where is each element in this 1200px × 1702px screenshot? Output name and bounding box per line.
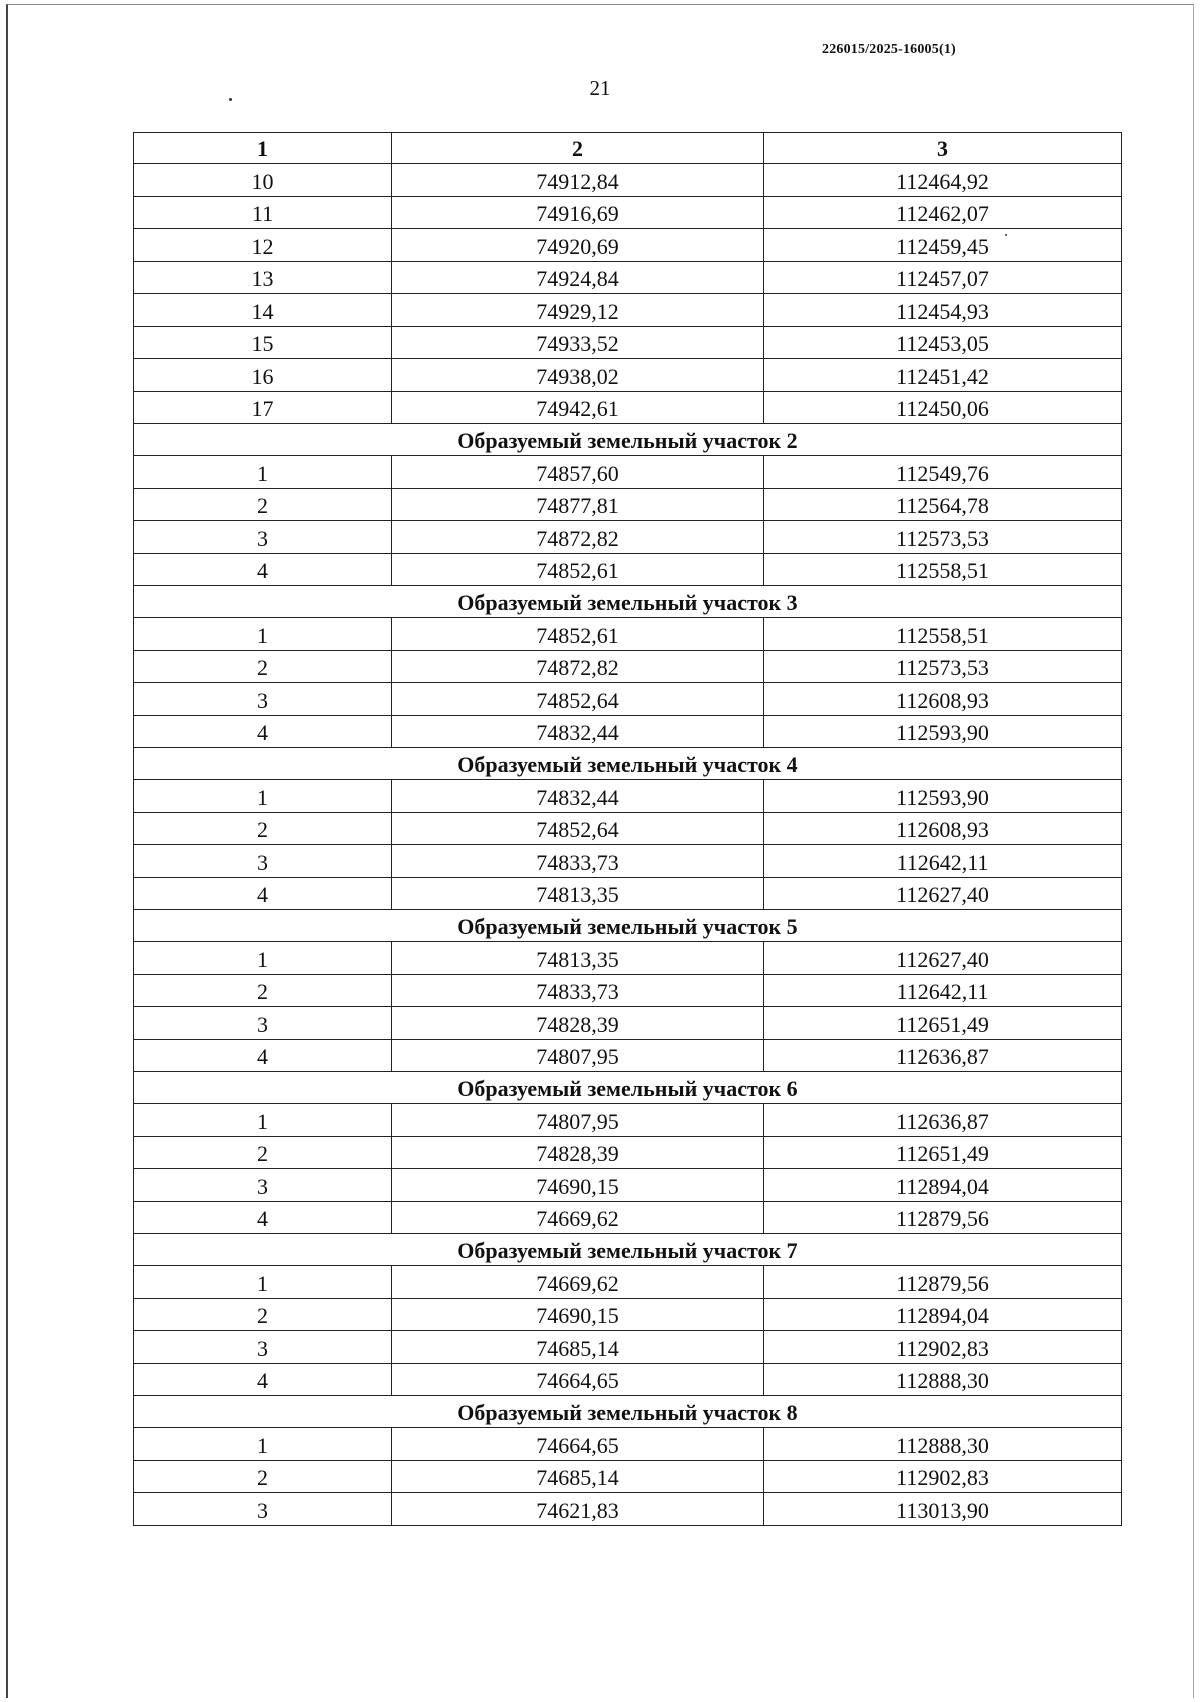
point-number-cell: 3 bbox=[134, 1493, 392, 1526]
point-number-cell: 16 bbox=[134, 359, 392, 392]
point-number-cell: 1 bbox=[134, 618, 392, 651]
x-coordinate-cell: 74942,61 bbox=[392, 391, 764, 424]
y-coordinate-cell: 112450,06 bbox=[764, 391, 1122, 424]
x-coordinate-cell: 74929,12 bbox=[392, 294, 764, 327]
y-coordinate-cell: 112888,30 bbox=[764, 1363, 1122, 1396]
y-coordinate-cell: 112894,04 bbox=[764, 1169, 1122, 1202]
x-coordinate-cell: 74690,15 bbox=[392, 1298, 764, 1331]
y-coordinate-cell: 112453,05 bbox=[764, 326, 1122, 359]
y-coordinate-cell: 112888,30 bbox=[764, 1428, 1122, 1461]
table-row bbox=[134, 1428, 1122, 1461]
y-coordinate-cell: 112454,93 bbox=[764, 294, 1122, 327]
y-coordinate-cell: 112627,40 bbox=[764, 877, 1122, 910]
point-number-cell: 3 bbox=[134, 521, 392, 554]
y-coordinate-cell: 112558,51 bbox=[764, 553, 1122, 586]
y-coordinate-cell: 112902,83 bbox=[764, 1331, 1122, 1364]
x-coordinate-cell: 74852,64 bbox=[392, 812, 764, 845]
table-row bbox=[134, 196, 1122, 229]
x-coordinate-cell: 74832,44 bbox=[392, 715, 764, 748]
point-number-cell: 1 bbox=[134, 456, 392, 489]
point-number-cell: 17 bbox=[134, 391, 392, 424]
y-coordinate-cell: 112573,53 bbox=[764, 521, 1122, 554]
section-header-row bbox=[134, 586, 1122, 618]
table-row bbox=[134, 650, 1122, 683]
x-coordinate-cell: 74828,39 bbox=[392, 1007, 764, 1040]
table-row bbox=[134, 488, 1122, 521]
point-number-cell: 3 bbox=[134, 683, 392, 716]
section-title: Образуемый земельный участок 2 bbox=[134, 424, 1122, 456]
point-number-cell: 12 bbox=[134, 229, 392, 262]
section-header-row bbox=[134, 1072, 1122, 1104]
table-row bbox=[134, 1331, 1122, 1364]
point-number-cell: 4 bbox=[134, 1201, 392, 1234]
y-coordinate-cell: 112879,56 bbox=[764, 1201, 1122, 1234]
x-coordinate-cell: 74690,15 bbox=[392, 1169, 764, 1202]
y-coordinate-cell: 112642,11 bbox=[764, 974, 1122, 1007]
point-number-cell: 1 bbox=[134, 780, 392, 813]
section-title: Образуемый земельный участок 4 bbox=[134, 748, 1122, 780]
x-coordinate-cell: 74938,02 bbox=[392, 359, 764, 392]
x-coordinate-cell: 74669,62 bbox=[392, 1201, 764, 1234]
x-coordinate-cell: 74857,60 bbox=[392, 456, 764, 489]
x-coordinate-cell: 74813,35 bbox=[392, 942, 764, 975]
point-number-cell: 3 bbox=[134, 845, 392, 878]
document-number: 226015/2025-16005(1) bbox=[822, 42, 956, 57]
point-number-cell: 2 bbox=[134, 1136, 392, 1169]
y-coordinate-cell: 112558,51 bbox=[764, 618, 1122, 651]
section-header-row bbox=[134, 910, 1122, 942]
table-row bbox=[134, 683, 1122, 716]
point-number-cell: 2 bbox=[134, 1460, 392, 1493]
y-coordinate-cell: 112651,49 bbox=[764, 1007, 1122, 1040]
table-row bbox=[134, 877, 1122, 910]
table-row bbox=[134, 391, 1122, 424]
point-number-cell: 3 bbox=[134, 1331, 392, 1364]
x-coordinate-cell: 74852,64 bbox=[392, 683, 764, 716]
point-number-cell: 2 bbox=[134, 650, 392, 683]
section-header-row bbox=[134, 1396, 1122, 1428]
point-number-cell: 4 bbox=[134, 877, 392, 910]
header-cell-x: 2 bbox=[392, 133, 764, 164]
x-coordinate-cell: 74669,62 bbox=[392, 1266, 764, 1299]
point-number-cell: 1 bbox=[134, 1428, 392, 1461]
x-coordinate-cell: 74920,69 bbox=[392, 229, 764, 262]
section-header-row bbox=[134, 1234, 1122, 1266]
table-row bbox=[134, 1363, 1122, 1396]
point-number-cell: 1 bbox=[134, 942, 392, 975]
y-coordinate-cell: 112457,07 bbox=[764, 261, 1122, 294]
x-coordinate-cell: 74912,84 bbox=[392, 164, 764, 197]
section-title: Образуемый земельный участок 6 bbox=[134, 1072, 1122, 1104]
table-row bbox=[134, 1169, 1122, 1202]
point-number-cell: 10 bbox=[134, 164, 392, 197]
table-row bbox=[134, 1298, 1122, 1331]
coordinates-table bbox=[133, 132, 1122, 1526]
table-row bbox=[134, 456, 1122, 489]
table-header-row bbox=[134, 133, 1122, 164]
table-row bbox=[134, 780, 1122, 813]
page-number: 21 bbox=[589, 76, 611, 100]
table-row bbox=[134, 521, 1122, 554]
x-coordinate-cell: 74807,95 bbox=[392, 1039, 764, 1072]
point-number-cell: 14 bbox=[134, 294, 392, 327]
y-coordinate-cell: 112608,93 bbox=[764, 812, 1122, 845]
x-coordinate-cell: 74685,14 bbox=[392, 1460, 764, 1493]
table-row bbox=[134, 359, 1122, 392]
y-coordinate-cell: 112549,76 bbox=[764, 456, 1122, 489]
x-coordinate-cell: 74872,82 bbox=[392, 521, 764, 554]
point-number-cell: 2 bbox=[134, 812, 392, 845]
y-coordinate-cell: 112902,83 bbox=[764, 1460, 1122, 1493]
table-row bbox=[134, 1460, 1122, 1493]
x-coordinate-cell: 74813,35 bbox=[392, 877, 764, 910]
x-coordinate-cell: 74621,83 bbox=[392, 1493, 764, 1526]
point-number-cell: 4 bbox=[134, 715, 392, 748]
y-coordinate-cell: 112627,40 bbox=[764, 942, 1122, 975]
table-row bbox=[134, 715, 1122, 748]
table-row bbox=[134, 618, 1122, 651]
x-coordinate-cell: 74916,69 bbox=[392, 196, 764, 229]
table-row bbox=[134, 1104, 1122, 1137]
table-row bbox=[134, 1266, 1122, 1299]
point-number-cell: 2 bbox=[134, 974, 392, 1007]
y-coordinate-cell: 112564,78 bbox=[764, 488, 1122, 521]
y-coordinate-cell: 112636,87 bbox=[764, 1104, 1122, 1137]
x-coordinate-cell: 74924,84 bbox=[392, 261, 764, 294]
x-coordinate-cell: 74852,61 bbox=[392, 553, 764, 586]
point-number-cell: 2 bbox=[134, 1298, 392, 1331]
section-header-row bbox=[134, 424, 1122, 456]
point-number-cell: 15 bbox=[134, 326, 392, 359]
point-number-cell: 4 bbox=[134, 1039, 392, 1072]
table-row bbox=[134, 942, 1122, 975]
point-number-cell: 1 bbox=[134, 1104, 392, 1137]
table-row bbox=[134, 845, 1122, 878]
table-row bbox=[134, 164, 1122, 197]
scan-speck bbox=[229, 98, 232, 101]
table-row bbox=[134, 326, 1122, 359]
point-number-cell: 2 bbox=[134, 488, 392, 521]
x-coordinate-cell: 74933,52 bbox=[392, 326, 764, 359]
x-coordinate-cell: 74807,95 bbox=[392, 1104, 764, 1137]
table-row bbox=[134, 553, 1122, 586]
x-coordinate-cell: 74852,61 bbox=[392, 618, 764, 651]
table-row bbox=[134, 294, 1122, 327]
header-cell-point: 1 bbox=[134, 133, 392, 164]
point-number-cell: 3 bbox=[134, 1169, 392, 1202]
y-coordinate-cell: 112593,90 bbox=[764, 780, 1122, 813]
section-title: Образуемый земельный участок 8 bbox=[134, 1396, 1122, 1428]
y-coordinate-cell: 112636,87 bbox=[764, 1039, 1122, 1072]
point-number-cell: 13 bbox=[134, 261, 392, 294]
point-number-cell: 1 bbox=[134, 1266, 392, 1299]
y-coordinate-cell: 113013,90 bbox=[764, 1493, 1122, 1526]
table-row bbox=[134, 812, 1122, 845]
table-row bbox=[134, 1007, 1122, 1040]
x-coordinate-cell: 74685,14 bbox=[392, 1331, 764, 1364]
y-coordinate-cell: 112464,92 bbox=[764, 164, 1122, 197]
point-number-cell: 4 bbox=[134, 1363, 392, 1396]
y-coordinate-cell: 112462,07 bbox=[764, 196, 1122, 229]
y-coordinate-cell: 112608,93 bbox=[764, 683, 1122, 716]
table-row bbox=[134, 974, 1122, 1007]
x-coordinate-cell: 74664,65 bbox=[392, 1363, 764, 1396]
point-number-cell: 4 bbox=[134, 553, 392, 586]
x-coordinate-cell: 74832,44 bbox=[392, 780, 764, 813]
y-coordinate-cell: 112573,53 bbox=[764, 650, 1122, 683]
y-coordinate-cell: 112894,04 bbox=[764, 1298, 1122, 1331]
y-coordinate-cell: 112459,45 bbox=[764, 229, 1122, 262]
y-coordinate-cell: 112879,56 bbox=[764, 1266, 1122, 1299]
table-row bbox=[134, 1493, 1122, 1526]
table-row bbox=[134, 1201, 1122, 1234]
x-coordinate-cell: 74664,65 bbox=[392, 1428, 764, 1461]
x-coordinate-cell: 74833,73 bbox=[392, 845, 764, 878]
point-number-cell: 3 bbox=[134, 1007, 392, 1040]
point-number-cell: 11 bbox=[134, 196, 392, 229]
y-coordinate-cell: 112642,11 bbox=[764, 845, 1122, 878]
y-coordinate-cell: 112593,90 bbox=[764, 715, 1122, 748]
y-coordinate-cell: 112451,42 bbox=[764, 359, 1122, 392]
table-row bbox=[134, 261, 1122, 294]
table-row bbox=[134, 1136, 1122, 1169]
section-title: Образуемый земельный участок 7 bbox=[134, 1234, 1122, 1266]
table-row bbox=[134, 229, 1122, 262]
section-title: Образуемый земельный участок 5 bbox=[134, 910, 1122, 942]
table-row bbox=[134, 1039, 1122, 1072]
x-coordinate-cell: 74872,82 bbox=[392, 650, 764, 683]
section-header-row bbox=[134, 748, 1122, 780]
x-coordinate-cell: 74833,73 bbox=[392, 974, 764, 1007]
header-cell-y: 3 bbox=[764, 133, 1122, 164]
y-coordinate-cell: 112651,49 bbox=[764, 1136, 1122, 1169]
section-title: Образуемый земельный участок 3 bbox=[134, 586, 1122, 618]
x-coordinate-cell: 74877,81 bbox=[392, 488, 764, 521]
x-coordinate-cell: 74828,39 bbox=[392, 1136, 764, 1169]
